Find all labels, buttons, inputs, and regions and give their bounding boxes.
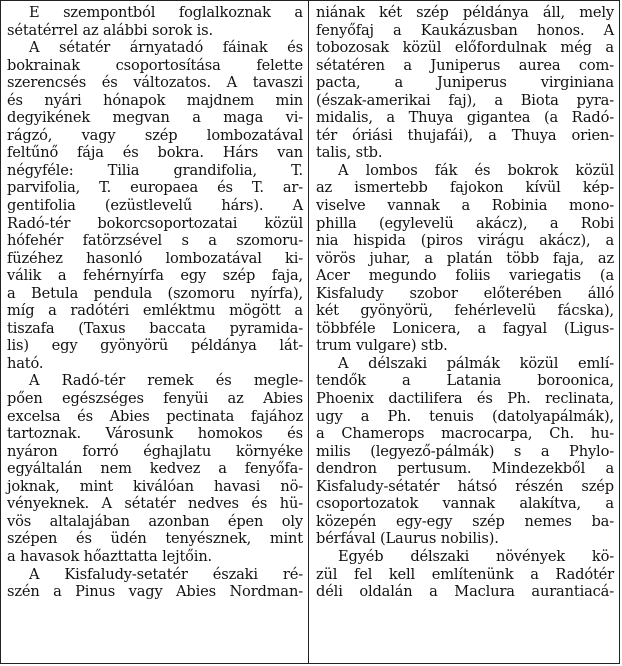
- text-line: tendők a Latania boroonica,: [316, 372, 614, 390]
- text-line: válik a fehérnyírfa egy szép faja,: [7, 267, 303, 285]
- text-line: két gyönyörü, fehérlevelü fácska),: [316, 302, 614, 320]
- text-line: rágzó, vagy szép lombozatával: [7, 126, 303, 144]
- text-line: A lombos fák és bokrok közül: [338, 161, 614, 179]
- text-line: déli oldalán a Maclura aurantiacá-: [316, 583, 614, 601]
- text-line: viselve vannak a Robinia mono-: [316, 197, 614, 215]
- text-line: niának két szép példánya áll, mely: [316, 4, 614, 21]
- text-line: tobozosak közül előfordulnak még a: [316, 39, 614, 57]
- text-line: sétatéren a Juniperus aurea com-: [316, 56, 614, 74]
- text-line: tartoznak. Városunk homokos és: [7, 425, 303, 443]
- text-line: ugy a Ph. tenuis (datolyapálmák),: [316, 407, 614, 425]
- text-line: nyáron forró éghajlatu környéke: [7, 442, 303, 460]
- text-line: az ismertebb fajokon kívül kép-: [316, 179, 614, 197]
- text-line: ható.: [7, 354, 44, 372]
- text-line: talis, stb.: [316, 144, 383, 162]
- right-column: [309, 1, 619, 663]
- text-line: a Betula pendula (szomoru nyírfa),: [7, 284, 303, 302]
- text-line: joknak, mint kiválóan havasi nö-: [7, 477, 303, 495]
- text-line: többféle Lonicera, a fagyal (Ligus-: [316, 319, 614, 337]
- text-line: E szempontból foglalkoznak a: [29, 4, 303, 21]
- text-line: pacta, a Juniperus virginiana: [316, 74, 614, 92]
- text-line: bokrainak csoportosítása felette: [7, 56, 303, 74]
- text-line: dendron pertusum. Mindezekből a: [316, 460, 614, 478]
- text-line: philla (egylevelü akácz), a Robi: [316, 214, 614, 232]
- text-line: tér óriási thujafái), a Thuya orien-: [316, 126, 614, 144]
- text-line: vényeknek. A sétatér nedves és hü-: [7, 495, 303, 513]
- text-line: szén a Pinus vagy Abies Nordman-: [7, 583, 303, 601]
- text-line: sétatérrel az alábbi sorok is.: [7, 21, 213, 39]
- text-line: trum vulgare) stb.: [316, 337, 448, 355]
- text-line: excelsa és Abies pectinata fajához: [7, 407, 303, 425]
- text-line: gentifolia (ezüstlevelű hárs). A: [7, 197, 303, 215]
- text-line: midalis, a Thuya gigantea (a Radó-: [316, 109, 614, 127]
- text-line: négyféle: Tilia grandifolia, T.: [7, 161, 303, 179]
- text-line: vös altalajában azonban épen oly: [7, 512, 303, 530]
- text-line: Phoenix dactilifera és Ph. reclinata,: [316, 390, 614, 408]
- text-line: szépen és üdén tenyésznek, mint: [7, 530, 303, 548]
- text-line: pően egészséges fenyüi az Abies: [7, 390, 303, 408]
- text-line: egyáltalán nem kedvez a fenyőfa-: [7, 460, 303, 478]
- text-line: A sétatér árnyatadó fáinak és: [29, 39, 303, 57]
- text-line: füzéhez hasonló lombozatával ki-: [7, 249, 303, 267]
- text-line: A délszaki pálmák közül emlí-: [338, 354, 614, 372]
- text-line: (észak-amerikai faj), a Biota pyra-: [316, 91, 614, 109]
- text-line: milis (legyező-pálmák) s a Phylo-: [316, 442, 614, 460]
- text-line: A Kisfaludy-setatér északi ré-: [29, 565, 303, 583]
- text-line: tiszafa (Taxus baccata pyramida-: [7, 319, 303, 337]
- text-line: fenyőfaj a Kaukázusban honos. A: [316, 21, 614, 39]
- text-line: Acer megundo foliis variegatis (a: [316, 267, 614, 285]
- text-line: közepén egy-egy szép nemes ba-: [316, 512, 614, 530]
- text-line: Kisfaludy szobor előterében álló: [316, 284, 614, 302]
- text-line: degyikének megvan a maga vi-: [7, 109, 303, 127]
- left-column: [1, 1, 309, 663]
- text-line: bérfával (Laurus nobilis).: [316, 530, 499, 548]
- text-line: míg a radótéri emléktmu mögött a: [7, 302, 303, 320]
- text-line: vörös juhar, a platán több faja, az: [316, 249, 614, 267]
- text-line: Radó-tér bokorcsoportozatai közül: [7, 214, 303, 232]
- text-line: lis) egy gyönyörü példánya lát-: [7, 337, 303, 355]
- text-line: parvifolia, T. europaea és T. ar-: [7, 179, 303, 197]
- text-line: Kisfaludy-sétatér hátsó részén szép: [316, 477, 614, 495]
- text-line: csoportozatok vannak alakítva, a: [316, 495, 614, 513]
- text-line: szerencsés és változatos. A tavaszi: [7, 74, 303, 92]
- text-line: hófehér fatörzsével s a szomoru-: [7, 232, 303, 250]
- text-line: zül fel kell említenünk a Radótér: [316, 565, 614, 583]
- text-line: nia hispida (piros virágu akácz), a: [316, 232, 614, 250]
- text-line: a havasok hőazttatta lejtőin.: [7, 547, 213, 565]
- text-line: a Chamerops macrocarpa, Ch. hu-: [316, 425, 614, 443]
- text-line: feltűnő fája és bokra. Hárs van: [7, 144, 303, 162]
- text-line: és nyári hónapok majdnem min: [7, 91, 303, 109]
- text-line: Egyéb délszaki növények kö-: [338, 547, 614, 565]
- text-line: A Radó-tér remek és megle-: [29, 372, 303, 390]
